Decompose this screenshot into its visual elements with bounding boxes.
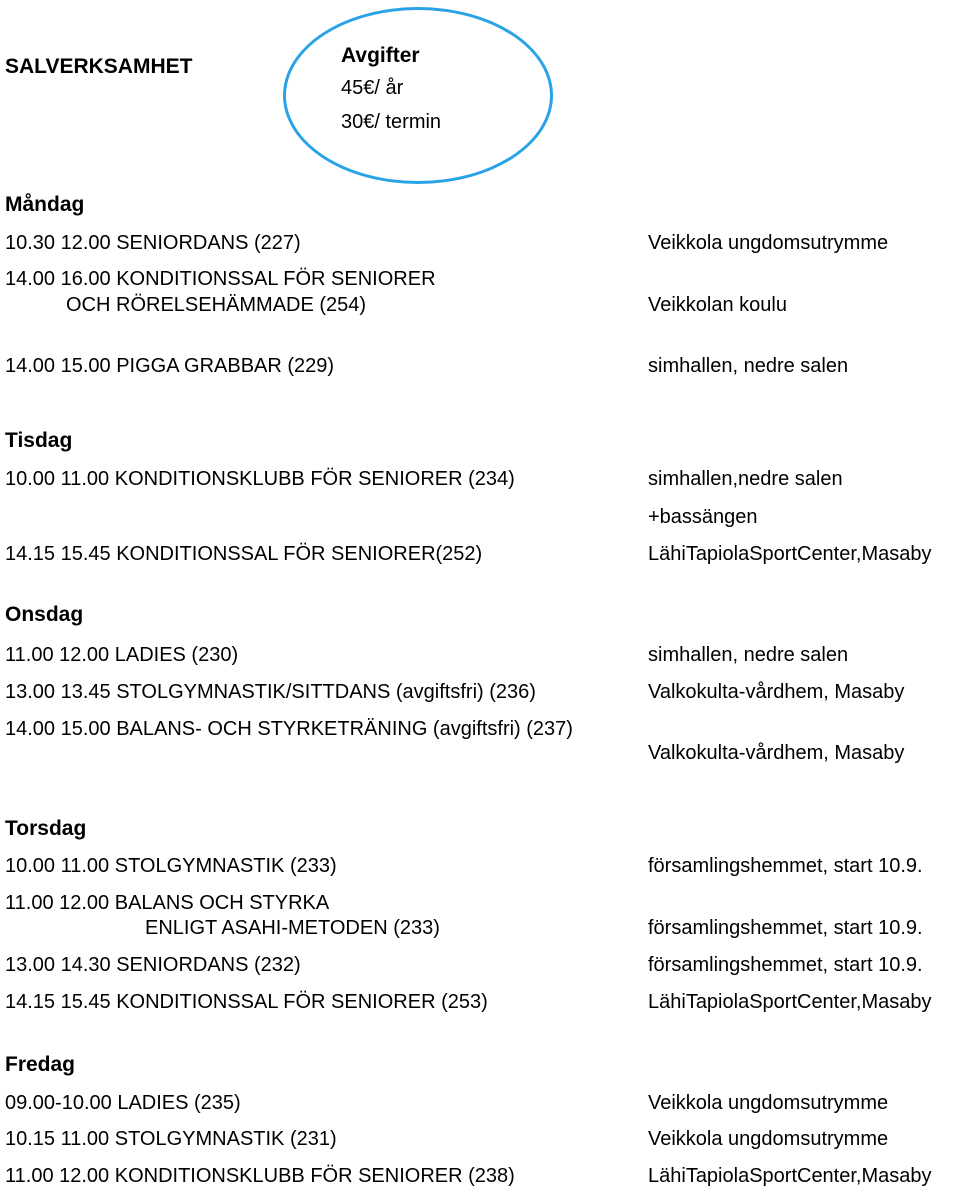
fees-oval [283, 7, 553, 184]
day-heading-monday: Måndag [5, 193, 85, 216]
activity-row: 14.00 16.00 KONDITIONSSAL FÖR SENIORER [5, 268, 436, 290]
activity-row: 10.00 11.00 KONDITIONSKLUBB FÖR SENIORER (234) [5, 468, 515, 490]
activity-place: Valkokulta-vårdhem, Masaby [648, 681, 905, 703]
activity-place: LähiTapiolaSportCenter,Masaby [648, 543, 932, 565]
activity-row: 14.15 15.45 KONDITIONSSAL FÖR SENIORER(252) [5, 543, 483, 565]
activity-place: simhallen, nedre salen [648, 355, 849, 377]
activity-place: församlingshemmet, start 10.9. [648, 855, 923, 877]
activity-row: 09.00-10.00 LADIES (235) [5, 1092, 241, 1114]
activity-place: Veikkola ungdomsutrymme [648, 1092, 889, 1114]
activity-row: 11.00 12.00 BALANS OCH STYRKA [5, 892, 330, 914]
activity-row: 11.00 12.00 LADIES (230) [5, 644, 239, 666]
activity-place: församlingshemmet, start 10.9. [648, 954, 923, 976]
activity-row: 13.00 14.30 SENIORDANS (232) [5, 954, 301, 976]
activity-row: 10.00 11.00 STOLGYMNASTIK (233) [5, 855, 337, 877]
activity-row-continued: ENLIGT ASAHI-METODEN (233) [145, 917, 440, 939]
fee-per-term: 30€/ termin [341, 111, 442, 133]
activity-row: 14.00 15.00 PIGGA GRABBAR (229) [5, 355, 335, 377]
activity-place: församlingshemmet, start 10.9. [648, 917, 923, 939]
activity-row: 10.15 11.00 STOLGYMNASTIK (231) [5, 1128, 337, 1150]
activity-row: 13.00 13.45 STOLGYMNASTIK/SITTDANS (avgiftsfri) (236) [5, 681, 536, 703]
activity-row: 11.00 12.00 KONDITIONSKLUBB FÖR SENIORER (238) [5, 1165, 515, 1187]
activity-row: 14.15 15.45 KONDITIONSSAL FÖR SENIORER (253) [5, 991, 488, 1013]
fee-per-year: 45€/ år [341, 77, 404, 99]
activity-place-continued: +bassängen [648, 506, 758, 528]
day-heading-friday: Fredag [5, 1053, 76, 1076]
activity-place: Veikkola ungdomsutrymme [648, 1128, 889, 1150]
day-heading-wednesday: Onsdag [5, 603, 84, 626]
activity-row: 10.30 12.00 SENIORDANS (227) [5, 232, 301, 254]
activity-place: LähiTapiolaSportCenter,Masaby [648, 1165, 932, 1187]
fees-heading: Avgifter [341, 44, 420, 67]
activity-place: simhallen,nedre salen [648, 468, 843, 490]
activity-place: LähiTapiolaSportCenter,Masaby [648, 991, 932, 1013]
day-heading-thursday: Torsdag [5, 817, 87, 840]
activity-place: Valkokulta-vårdhem, Masaby [648, 742, 905, 764]
activity-place: simhallen, nedre salen [648, 644, 849, 666]
activity-row-continued: OCH RÖRELSEHÄMMADE (254) [66, 294, 367, 316]
activity-place: Veikkolan koulu [648, 294, 787, 316]
activity-place: Veikkola ungdomsutrymme [648, 232, 889, 254]
page-title: SALVERKSAMHET [5, 55, 193, 78]
day-heading-tuesday: Tisdag [5, 429, 73, 452]
activity-row: 14.00 15.00 BALANS- OCH STYRKETRÄNING (avgiftsfri) (237) [5, 718, 573, 740]
